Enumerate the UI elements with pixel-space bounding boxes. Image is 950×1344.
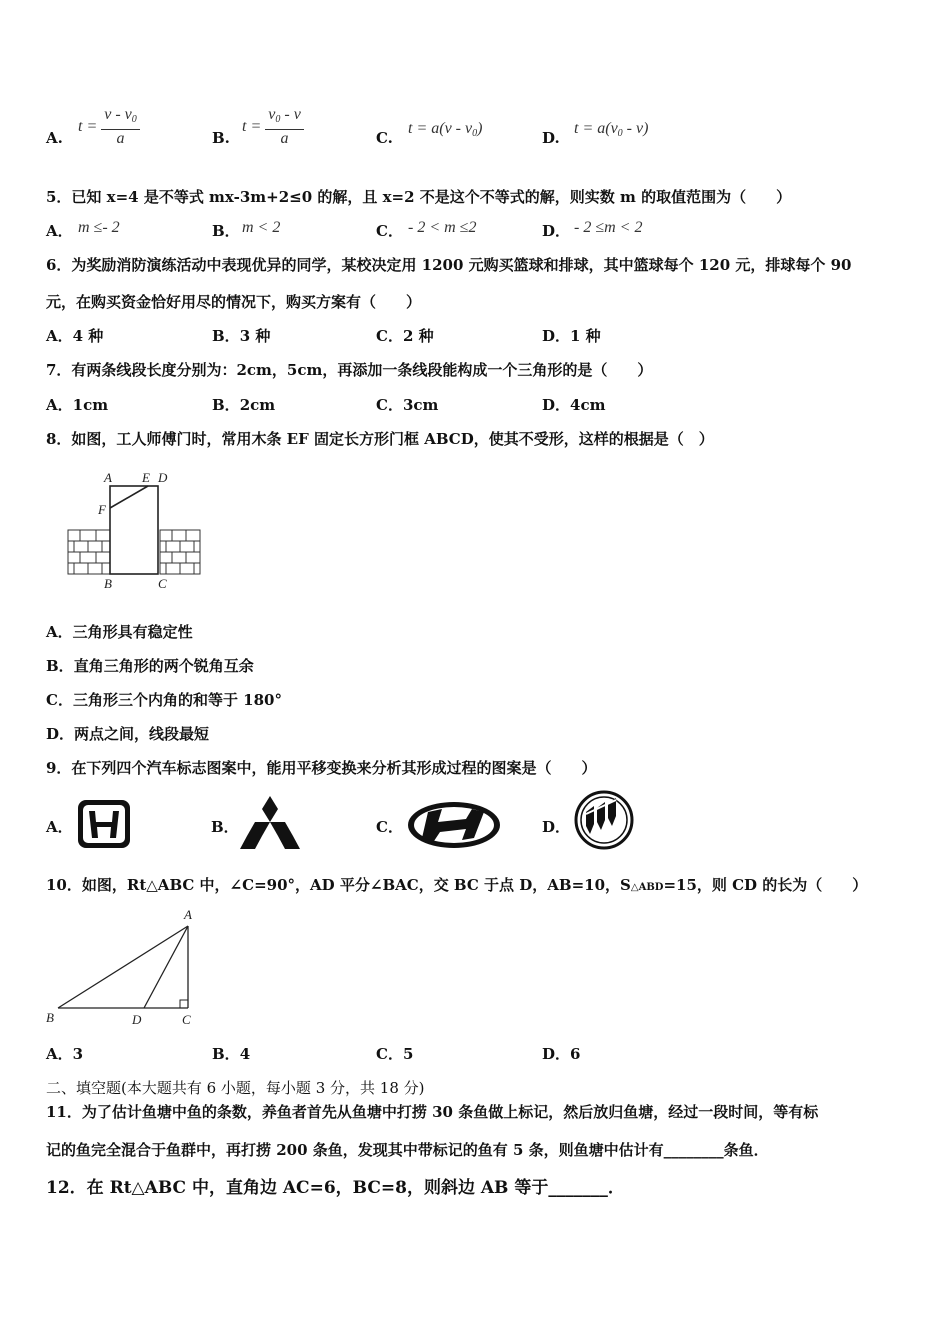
q8-option-c: C．三角形三个内角的和等于 180° xyxy=(46,691,282,709)
q10-option-b: B．4 xyxy=(212,1045,251,1063)
q9-text: 9．在下列四个汽车标志图案中，能用平移变换来分析其形成过程的图案是（ ） xyxy=(46,759,597,777)
q5-option-a-label: A． xyxy=(46,222,73,240)
q4-options xyxy=(46,102,926,152)
buick-logo-icon xyxy=(574,790,634,850)
q8-text: 8．如图，工人师傅门时，常用木条 EF 固定长方形门框 ABCD，使其不受形，这样的根据是（ ） xyxy=(46,430,714,448)
q8-option-b: B．直角三角形的两个锐角互余 xyxy=(46,657,254,675)
q11-text-line2: 记的鱼完全混合于鱼群中，再打捞 200 条鱼，发现其中带标记的鱼有 5 条，则鱼塘中估计有________条鱼． xyxy=(46,1141,769,1159)
label-c: C xyxy=(158,576,167,591)
q5-option-d-text: - 2 ≤m < 2 xyxy=(574,219,643,236)
q9-option-d-label: D． xyxy=(542,818,571,836)
q4-option-a-formula: t = $\frac{v - v_0}{a}$ xyxy=(78,106,140,148)
q4-option-d-formula: $t = a(v_0 - v)$ xyxy=(574,120,649,139)
q5-option-b-text: m < 2 xyxy=(242,219,281,236)
section2-heading: 二、填空题(本大题共有 6 小题，每小题 3 分，共 18 分) xyxy=(46,1079,425,1097)
q5-text: 5．已知 x=4 是不等式 mx-3m+2≤0 的解，且 x=2 不是这个不等式的解，则实数 m 的取值范围为（ ） xyxy=(46,188,792,206)
q7-option-c: C．3cm xyxy=(376,396,439,414)
q8-option-d: D．两点之间，线段最短 xyxy=(46,725,210,743)
q4-option-b-label: B. xyxy=(212,129,230,147)
triangle-figure xyxy=(44,906,204,1031)
q5-option-b-label: B． xyxy=(212,222,240,240)
label-a: A xyxy=(184,907,192,922)
q5-option-a-text: m ≤- 2 xyxy=(78,219,120,236)
door-frame-figure xyxy=(66,468,206,593)
q9-option-b-label: B． xyxy=(211,818,239,836)
q7-option-d: D．4cm xyxy=(542,396,606,414)
q10-options xyxy=(46,1043,926,1065)
q7-option-b: B．2cm xyxy=(212,396,276,414)
q7-option-a: A．1cm xyxy=(46,396,109,414)
left-brick-wall xyxy=(68,530,110,574)
q4-option-c-label: C. xyxy=(376,129,393,147)
q9-option-c-label: C． xyxy=(376,818,403,836)
q5-option-c-label: C． xyxy=(376,222,403,240)
q10-option-a: A．3 xyxy=(46,1045,84,1063)
label-d: D xyxy=(158,470,168,485)
label-d: D xyxy=(132,1012,142,1027)
q6-text-line2: 元，在购买资金恰好用尽的情况下，购买方案有（ ） xyxy=(46,293,422,311)
q5-option-c-text: - 2 < m ≤2 xyxy=(408,219,477,236)
q4-option-a-label: A. xyxy=(46,129,63,147)
mitsubishi-logo-icon xyxy=(240,794,300,852)
q6-options xyxy=(46,325,926,347)
q4-option-d-label: D. xyxy=(542,129,560,147)
q4-option-b-formula: t = $\frac{v_0 - v}{a}$ xyxy=(242,106,304,148)
q6-option-c: C．2 种 xyxy=(376,327,434,345)
q7-text: 7．有两条线段长度分别为：2cm，5cm，再添加一条线段能构成一个三角形的是（ ） xyxy=(46,361,653,379)
q6-option-d: D．1 种 xyxy=(542,327,601,345)
q5-options xyxy=(46,220,926,242)
hyundai-logo-icon xyxy=(406,800,502,850)
q6-option-b: B．3 种 xyxy=(212,327,271,345)
honda-logo-icon xyxy=(76,798,132,850)
q8-option-a: A．三角形具有稳定性 xyxy=(46,623,193,641)
q10-option-c: C．5 xyxy=(376,1045,414,1063)
label-a: A xyxy=(104,470,112,485)
q10-text: 10．如图，Rt△ABC 中，∠C=90°，AD 平分∠BAC，交 BC 于点 D，AB=10，S△ABD=15，则 CD 的长为（ ） xyxy=(46,876,868,894)
label-e: E xyxy=(142,470,150,485)
label-c: C xyxy=(182,1012,191,1027)
q5-option-d-label: D． xyxy=(542,222,571,240)
q9-option-a-label: A． xyxy=(46,818,73,836)
label-b: B xyxy=(104,576,112,591)
q10-option-d: D．6 xyxy=(542,1045,581,1063)
right-brick-wall xyxy=(160,530,200,574)
q6-text-line1: 6．为奖励消防演练活动中表现优异的同学，某校决定用 1200 元购买篮球和排球，其中篮球每个 120 元，排球每个 90 xyxy=(46,256,852,274)
label-b: B xyxy=(46,1010,54,1025)
label-f: F xyxy=(98,502,106,517)
q6-option-a: A．4 种 xyxy=(46,327,104,345)
q11-text-line1: 11．为了估计鱼塘中鱼的条数，养鱼者首先从鱼塘中打捞 30 条鱼做上标记，然后放归鱼塘，经过一段时间，等有标 xyxy=(46,1103,819,1121)
q12-text: 12．在 Rt△ABC 中，直角边 AC=6，BC=8，则斜边 AB 等于_______． xyxy=(46,1178,625,1198)
door-frame-rect xyxy=(110,486,158,574)
q4-option-c-formula: $t = a(v - v_0)$ xyxy=(408,120,483,139)
q7-options xyxy=(46,394,926,416)
